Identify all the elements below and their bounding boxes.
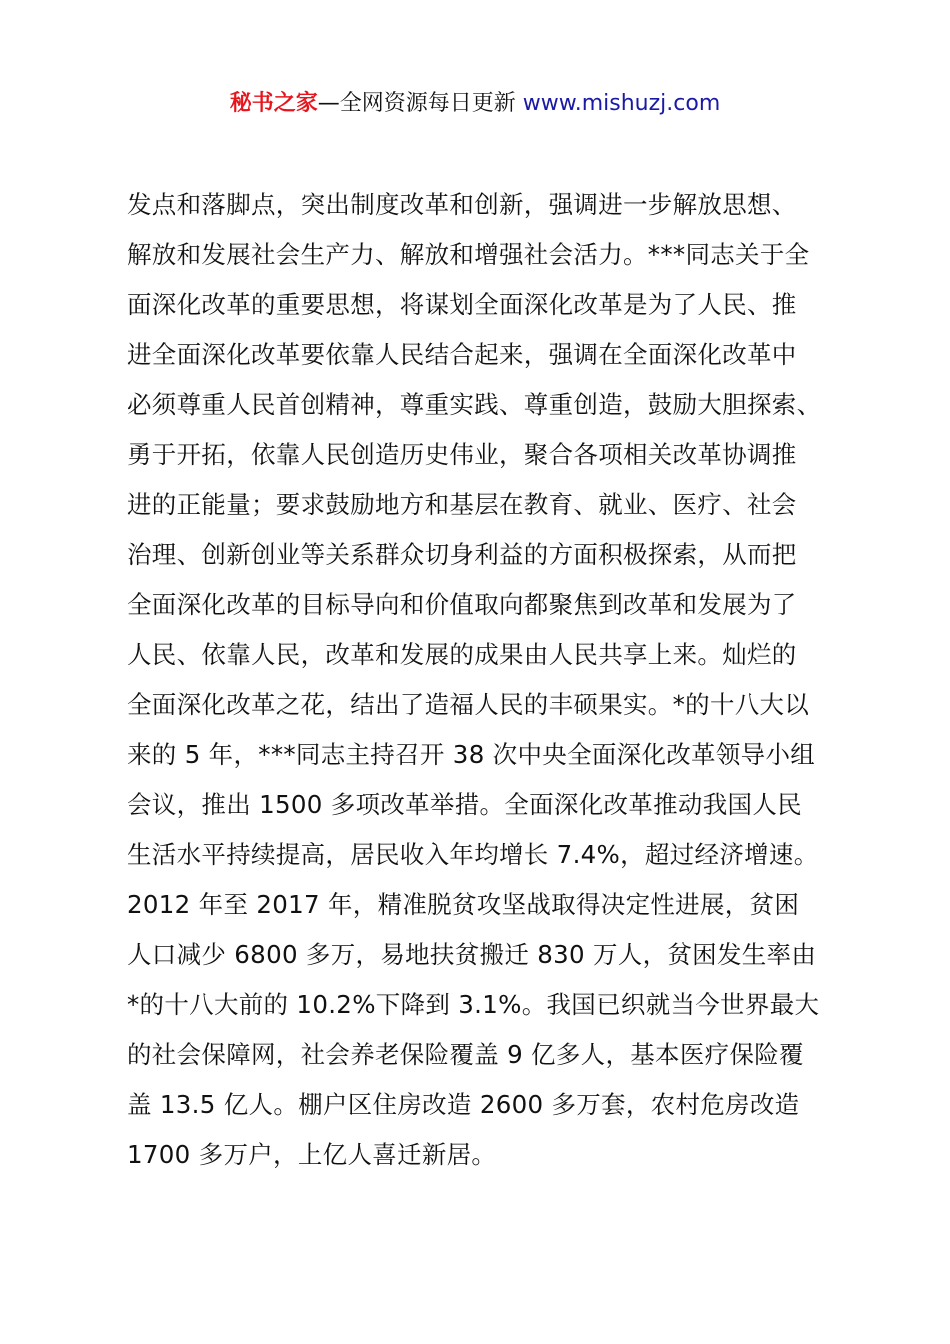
header-tagline: —全网资源每日更新 — [317, 91, 516, 116]
text-line: 勇于开拓，依靠人民创造历史伟业，聚合各项相关改革协调推 — [127, 440, 797, 469]
text-line: 的社会保障网，社会养老保险覆盖 9 亿多人，基本医疗保险覆 — [127, 1040, 804, 1069]
text-line: 面深化改革的重要思想，将谋划全面深化改革是为了人民、推 — [127, 290, 797, 319]
text-line: 2012 年至 2017 年，精准脱贫攻坚战取得决定性进展，贫困 — [127, 890, 800, 919]
text-line: 人民、依靠人民，改革和发展的成果由人民共享上来。灿烂的 — [127, 640, 797, 669]
text-line: 进全面深化改革要依靠人民结合起来，强调在全面深化改革中 — [127, 340, 797, 369]
text-line: 全面深化改革之花，结出了造福人民的丰硕果实。*的十八大以 — [127, 690, 810, 719]
text-line: 1700 多万户，上亿人喜迁新居。 — [127, 1140, 497, 1169]
text-line: 发点和落脚点，突出制度改革和创新，强调进一步解放思想、 — [127, 190, 797, 219]
text-line: 治理、创新创业等关系群众切身利益的方面积极探索，从而把 — [127, 540, 797, 569]
text-line: 人口减少 6800 多万，易地扶贫搬迁 830 万人，贫困发生率由 — [127, 940, 817, 969]
brand-name: 秘书之家 — [229, 91, 318, 116]
text-line: 盖 13.5 亿人。棚户区住房改造 2600 多万套，农村危房改造 — [127, 1090, 800, 1119]
text-line: 解放和发展社会生产力、解放和增强社会活力。***同志关于全 — [127, 240, 810, 269]
text-line: 生活水平持续提高，居民收入年均增长 7.4%，超过经济增速。 — [127, 840, 819, 869]
page-header — [0, 88, 950, 120]
text-line: 会议，推出 1500 多项改革举措。全面深化改革推动我国人民 — [127, 790, 802, 819]
text-line: 全面深化改革的目标导向和价值取向都聚焦到改革和发展为了 — [127, 590, 797, 619]
text-line: *的十八大前的 10.2%下降到 3.1%。我国已织就当今世界最大 — [127, 990, 820, 1019]
document-body — [127, 180, 837, 1180]
site-link[interactable]: www.mishuzj.com — [522, 91, 721, 116]
text-line: 必须尊重人民首创精神，尊重实践、尊重创造，鼓励大胆探索、 — [127, 390, 822, 419]
text-line: 进的正能量；要求鼓励地方和基层在教育、就业、医疗、社会 — [127, 490, 797, 519]
text-line: 来的 5 年，***同志主持召开 38 次中央全面深化改革领导小组 — [127, 740, 816, 769]
